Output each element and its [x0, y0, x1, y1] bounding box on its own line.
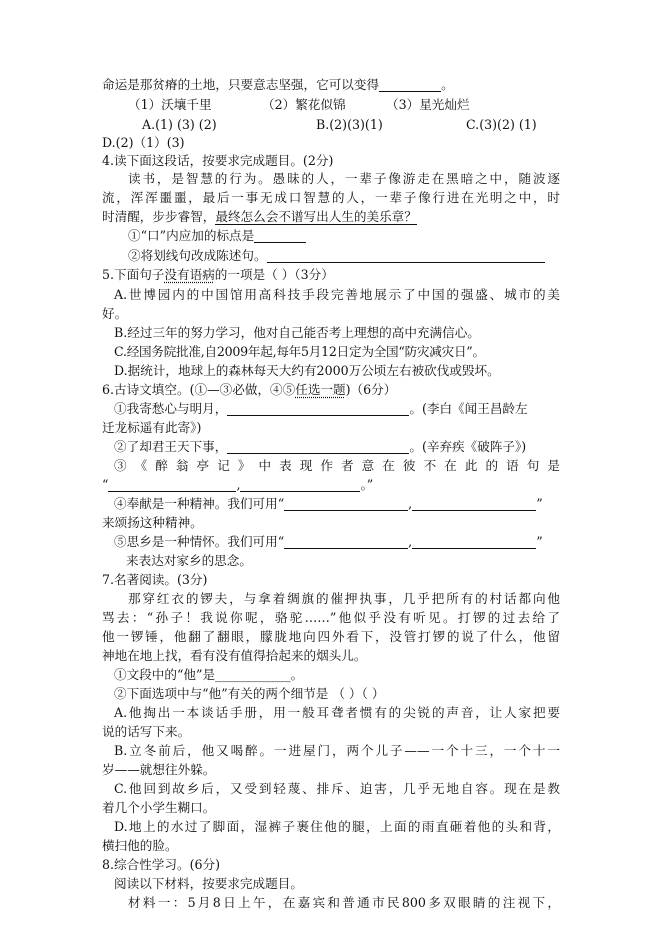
q8-heading: 8.综合性学习。(6分)	[102, 857, 221, 872]
q6-item4: ④奉献是一种精神。我们可用“ , ”	[114, 496, 543, 511]
q6-item5: ⑤思乡是一种情怀。我们可用“ , ”	[114, 534, 543, 549]
answer-blank[interactable]	[254, 228, 306, 243]
q5-option-a-cont: 好。	[102, 306, 128, 321]
q3-items: （1）沃壤千里 （2）繁花似锦 （3）星光灿烂	[128, 97, 470, 112]
q7-option-c: C.他回到故乡后，又受到轻蔑、排斥、迫害，几乎无地自容。现在是教	[114, 781, 560, 796]
q7-option-d: D.地上的水过了脚面，湿裤子裹住他的腿，上面的雨直砸着他的头和背，	[114, 819, 560, 834]
q6-item1-cont: 迁龙标遥有此寄》)	[102, 420, 202, 435]
q4-sub1: ①“口”内应加的标点是	[128, 227, 586, 245]
q6-item2: ②了却君王天下事， 。(辛弃疾《破阵子》)	[114, 439, 527, 454]
answer-blank[interactable]	[227, 439, 409, 454]
q7-passage: 神地在地上找，看有没有值得拾起来的烟头儿。	[102, 648, 367, 663]
q8-material: 材料一：5月8日上午，在嘉宾和普通市民800多双眼睛的注视下，	[128, 895, 560, 910]
q8-instruction: 阅读以下材料，按要求完成题目。	[114, 876, 303, 891]
q6-heading: 6.古诗文填空。(①—③必做，④⑤任选一题)（6分）	[102, 382, 397, 397]
q7-sub1: ①文段中的“他”是____________。	[114, 667, 304, 682]
q6-item3-answer: “ , 。”	[102, 477, 374, 492]
q5-option-b: B.经过三年的努力学习，他对自己能否考上理想的高中充满信心。	[114, 325, 480, 340]
q6-item4-cont: 来颂扬这种精神。	[102, 515, 203, 530]
q7-sub2: ②下面选项中与“他”有关的两个细节是 （ ）（ ）	[114, 686, 385, 701]
q5-option-c: C.经国务院批准,自2009年起,每年5月12日定为全国“防灾减灾日”。	[114, 344, 485, 359]
q7-option-b: B.立冬前后，他又喝醉。一进屋门，两个儿子——一个十三，一个十一	[114, 743, 560, 758]
q7-heading: 7.名著阅读。(3分)	[102, 572, 208, 587]
q7-option-a: A.他掏出一本谈话手册，用一般耳聋者惯有的尖锐的声音，让人家把要	[114, 705, 560, 720]
q4-heading: 4.读下面这段话，按要求完成题目。(2分)	[102, 153, 334, 168]
q5-option-d: D.据统计，地球上的森林每天大约有2000万公顷左右被砍伐或毁坏。	[114, 363, 500, 378]
underlined-sentence: 最终怎么会不谱写出人生的美乐章？	[215, 209, 417, 224]
q4-paragraph: 读书，是智慧的行为。愚昧的人，一辈子像游走在黑暗之中，随波逐	[128, 171, 560, 186]
q4-paragraph: 时清醒，步步睿智，最终怎么会不谱写出人生的美乐章？	[102, 209, 417, 224]
q5-option-a: A.世博园内的中国馆用高科技手段完善地展示了中国的强盛、城市的美	[114, 287, 560, 302]
q6-item5-cont: 来表达对家乡的思念。	[126, 553, 252, 568]
answer-blank[interactable]	[108, 477, 236, 492]
q5-heading: 5.下面句子没有语病的一项是（ ）（3分）	[102, 267, 334, 282]
q7-passage: 他一锣锤，他翻了翻眼，朦胧地向四外看下，没管打锣的说了什么，他留	[102, 629, 560, 644]
q3-stem: 命运是那贫瘠的土地，只要意志坚强，它可以变得 。	[102, 77, 454, 92]
q7-passage: 骂去：“孙子！我说你呢，骆驼……”他似乎没有听见。打锣的过去给了	[102, 610, 560, 625]
q4-paragraph: 流，浑浑噩噩，最后一事无成口智慧的人，一辈子像行进在光明之中，时	[102, 190, 560, 205]
answer-blank[interactable]	[412, 534, 536, 549]
answer-blank[interactable]: ____________	[215, 667, 291, 682]
q6-item3: ③《醉翁亭记》中表现作者意在彼不在此的语句是	[114, 458, 560, 473]
answer-blank[interactable]	[412, 496, 536, 511]
q3-option-d: D.(2)（1）(3)	[102, 135, 185, 150]
answer-blank[interactable]	[240, 477, 360, 492]
q6-item1: ①我寄愁心与明月， 。(李白《闻王昌龄左	[114, 401, 528, 416]
answer-blank[interactable]	[267, 248, 545, 263]
q7-option-c-cont: 着几个小学生糊口。	[102, 800, 216, 815]
q4-sub2: ②将划线句改成陈述句。	[128, 247, 586, 265]
answer-blank[interactable]	[227, 401, 409, 416]
answer-blank[interactable]	[284, 534, 408, 549]
q3-options-abc: A.(1) (3) (2) B.(2)(3)(1) C.(3)(2) (1)	[142, 117, 537, 132]
answer-blank[interactable]	[284, 496, 408, 511]
answer-blank[interactable]	[379, 77, 441, 92]
q7-option-b-cont: 岁——就想往外躲。	[102, 762, 216, 777]
q7-passage: 那穿红衣的锣夫，与拿着绸旗的催押执事，几乎把所有的村话都向他	[128, 591, 560, 606]
q7-option-a-cont: 说的话写下来。	[102, 724, 191, 739]
q7-option-d-cont: 横扫他的脸。	[102, 838, 178, 853]
